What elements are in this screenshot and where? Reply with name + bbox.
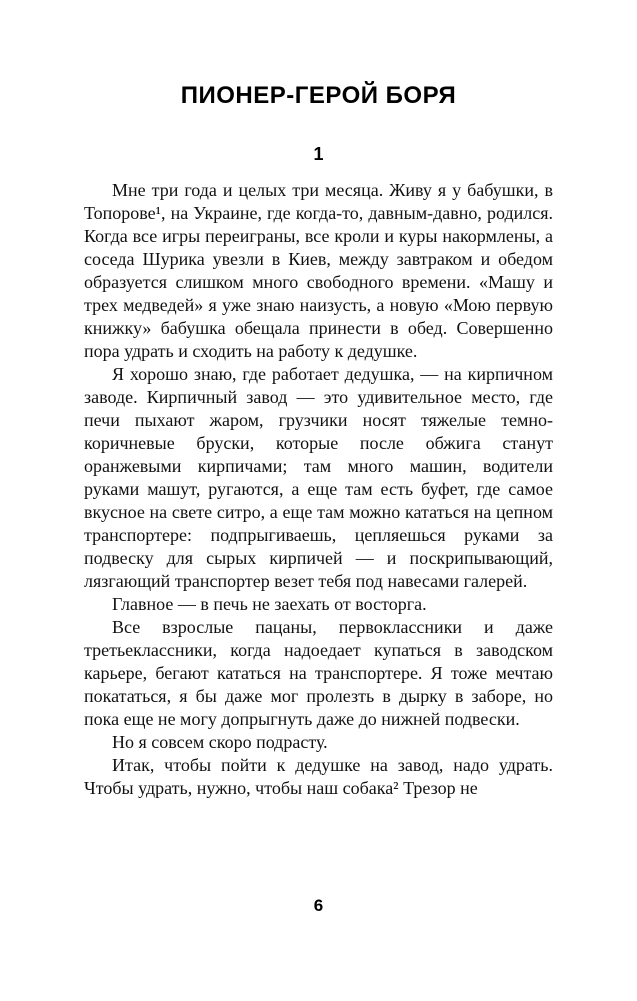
paragraph: Главное — в печь не заехать от восторга. xyxy=(112,594,427,614)
paragraph: Итак, чтобы пойти к дедушке на завод, надо удрать. Чтобы удрать, нужно, чтобы наш собака² Трезор не xyxy=(84,755,553,798)
paragraph: Все взрослые пацаны, первоклассники и даже третьеклассники, когда надоедает купаться в заводском карьере, бегают кататься на транспортере. Я тоже мечтаю покататься, я бы даже мог пролезть в дырку в заборе, но пока еще не могу допрыгнуть даже до нижней подвески. xyxy=(84,617,553,729)
chapter-title: ПИОНЕР-ГЕРОЙ БОРЯ xyxy=(180,82,457,109)
body-text xyxy=(84,179,553,800)
paragraph: Я хорошо знаю, где работает дедушка, — на кирпичном заводе. Кирпичный завод — это удивительное место, где печи пыхают жаром, грузчики носят тяжелые темно-коричневые бруски, которые после обжига станут оранжевыми кирпичами; там много машин, водители руками машут, ругаются, а еще там есть буфет, где самое вкусное на свете ситро, а еще там можно кататься на цепном транспортере: подпрыгиваешь, цепляешься руками за подвеску для сырых кирпичей — и поскрипывающий, лязгающий транспортер везет тебя под навесами галерей. xyxy=(84,364,553,591)
paragraph: Мне три года и целых три месяца. Живу я у бабушки, в Топорове¹, на Украине, где когда-то, давным-давно, родился. Когда все игры переиграны, все кроли и куры накормлены, а соседа Шурика увезли в Киев, между завтраком и обедом образуется слишком много свободного времени. «Машу и трех медведей» я уже знаю наизусть, а новую «Мою первую книжку» бабушка обещала принести в обед. Совершенно пора удрать и сходить на работу к дедушке. xyxy=(84,180,553,361)
page-number: 6 xyxy=(313,896,324,915)
section-number: 1 xyxy=(313,144,324,164)
paragraph: Но я совсем скоро подрасту. xyxy=(112,732,328,752)
